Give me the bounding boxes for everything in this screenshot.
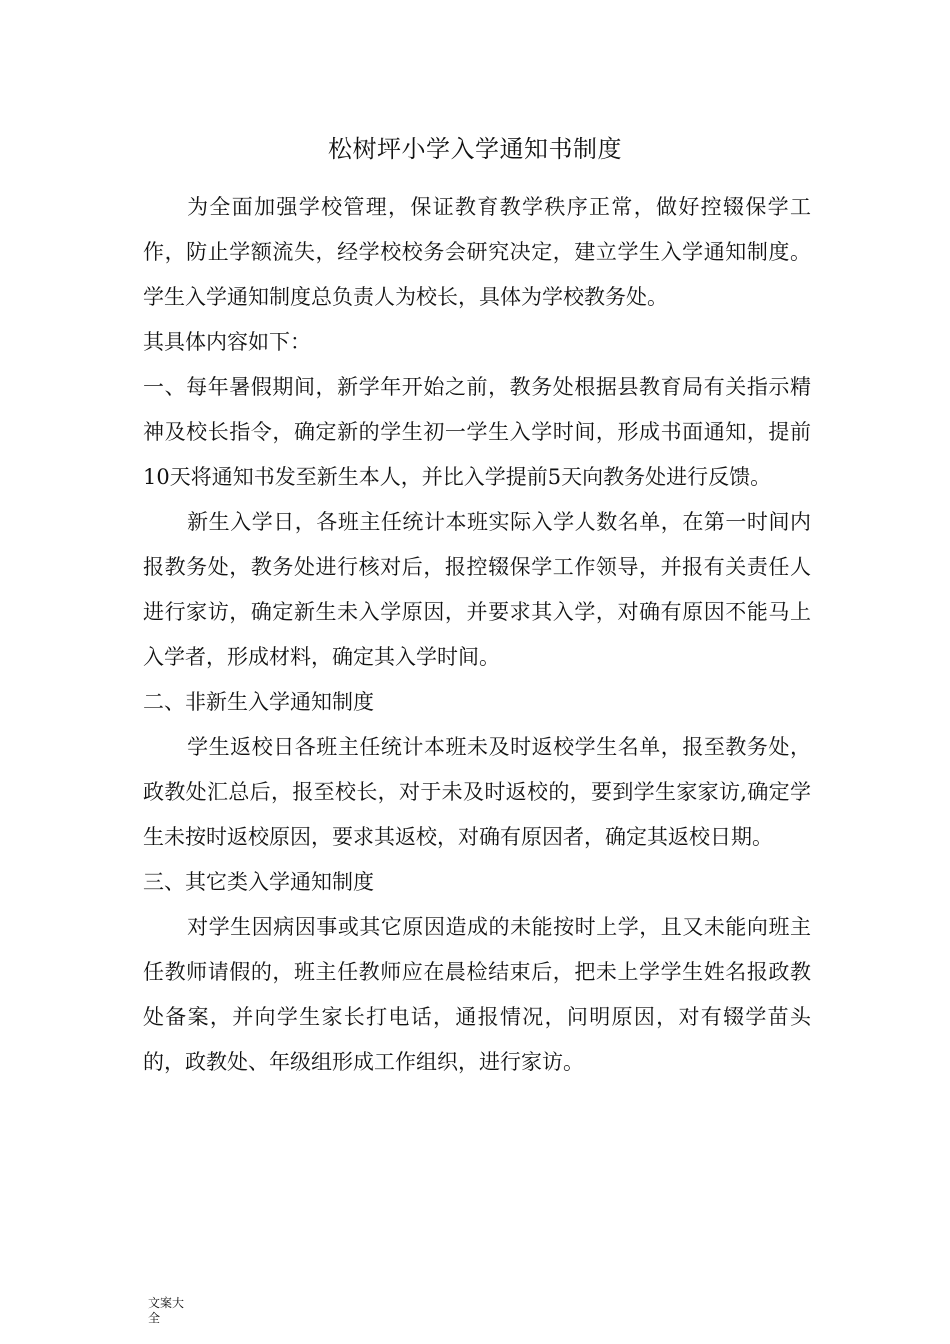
new-student-paragraph: 新生入学日，各班主任统计本班实际入学人数名单，在第一时间内报教务处，教务处进行核对后，报控辍保学工作领导，并报有关责任人进行家访，确定新生未入学原因，并要求其入学，对确有原因不能马上入学者，形成材料，确定其入学时间。 bbox=[143, 510, 811, 669]
section-three-heading: 三、其它类入学通知制度 bbox=[143, 870, 374, 894]
returning-student-paragraph: 学生返校日各班主任统计本班未及时返校学生名单，报至教务处，政教处汇总后，报至校长，对于未及时返校的，要到学生家家访,确定学生未按时返校原因，要求其返校，对确有原因者，确定其返校日期。 bbox=[143, 735, 811, 849]
document-body bbox=[143, 185, 811, 1085]
other-cases-paragraph: 对学生因病因事或其它原因造成的未能按时上学，且又未能向班主任教师请假的，班主任教师应在晨检结束后，把未上学学生姓名报政教处备案，并向学生家长打电话，通报情况，问明原因，对有辍学苗头的，政教处、年级组形成工作组织，进行家访。 bbox=[143, 915, 811, 1074]
footer-text: 文案大全 bbox=[148, 1296, 185, 1325]
document-title: 松树坪小学入学通知书制度 bbox=[328, 135, 622, 163]
intro-paragraph: 为全面加强学校管理，保证教育教学秩序正常，做好控辍保学工作，防止学额流失，经学校校务会研究决定，建立学生入学通知制度。学生入学通知制度总负责人为校长，具体为学校教务处。 bbox=[143, 195, 811, 309]
section-two-heading: 二、非新生入学通知制度 bbox=[143, 690, 374, 714]
content-lead-paragraph: 其具体内容如下： bbox=[143, 330, 311, 354]
section-one-paragraph: 一、每年暑假期间，新学年开始之前，教务处根据县教育局有关指示精神及校长指令，确定新的学生初一学生入学时间，形成书面通知，提前10天将通知书发至新生本人，并比入学提前5天向教务处进行反馈。 bbox=[143, 375, 811, 489]
